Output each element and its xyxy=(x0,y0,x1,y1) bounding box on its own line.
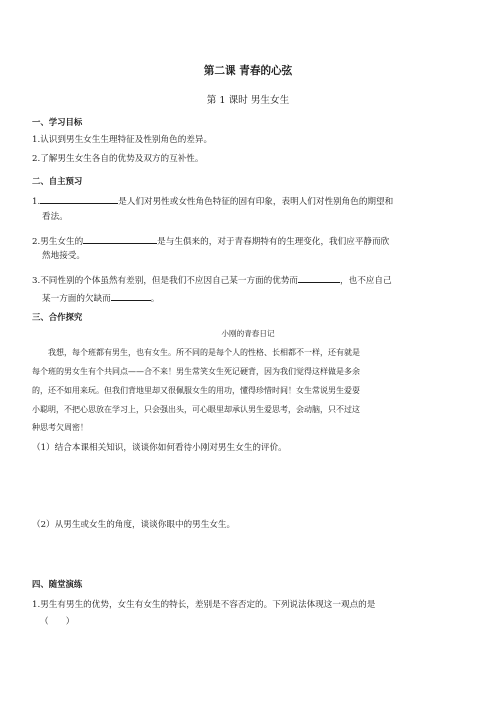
explore-question-2: （2）从男生或女生的角度，谈谈你眼中的男生女生。 xyxy=(32,520,236,530)
answer-bracket[interactable]: （ ） xyxy=(40,617,75,627)
practice-question-1: 1.男生有男生的优势，女生有女生的特长，差别是不容否定的。下列说法体现这一观点的是 xyxy=(32,600,376,610)
goal-item: 1.认识到男生女生生理特征及性别角色的差异。 xyxy=(32,135,213,145)
section-heading-preview: 二、自主预习 xyxy=(32,176,83,186)
question-end: 。 xyxy=(150,294,160,304)
preview-question-3-cont xyxy=(42,291,159,305)
question-continuation: 看法。 xyxy=(42,212,68,222)
story-line: 小聪明，不把心思放在学习上，只会强出头，可心眼里却承认男生爱思考，会动脑，只不过这 xyxy=(32,405,360,414)
story-line: 每个班的男女生有个共同点——合不来！男生常笑女生死记硬背，因为我们觉得这样做是多余 xyxy=(32,367,360,376)
question-text: 某一方面的欠缺而 xyxy=(42,294,111,304)
story-title: 小刚的青春日记 xyxy=(221,329,275,338)
explore-question-1: （1）结合本课相关知识，谈谈你如何看待小刚对男生女生的评价。 xyxy=(32,443,287,453)
question-prefix: 2.男生女生的 xyxy=(32,237,84,247)
story-line: 的，还不如用来玩。但我们背地里却又很佩服女生的用功，懂得珍惜时间！女生常说男生爱耍 xyxy=(32,386,360,395)
story-line: 我想，每个班都有男生，也有女生。所不同的是每个人的性格、长相都不一样，还有就是 xyxy=(48,348,360,357)
answer-blank[interactable] xyxy=(40,194,118,204)
preview-question-2 xyxy=(32,234,389,248)
page-title: 第二课 青春的心弦 xyxy=(203,65,293,77)
question-text: 3.不同性别的个体虽然有差别，但是我们不应因自己某一方面的优势而 xyxy=(32,276,299,286)
answer-blank[interactable] xyxy=(298,273,340,283)
question-number: 1. xyxy=(32,197,41,207)
question-continuation: 然地接受。 xyxy=(42,251,85,261)
question-text-after: ，也不应自己 xyxy=(340,276,392,286)
question-text: 是人们对男性或女性角色特征的固有印象，表明人们对性别角色的期望和 xyxy=(118,197,394,207)
question-text: 是与生俱来的，对于青春期特有的生理变化，我们应平静而欣 xyxy=(157,237,390,247)
preview-question-1 xyxy=(32,194,393,208)
page-subtitle: 第 1 课时 男生女生 xyxy=(206,95,290,106)
answer-blank[interactable] xyxy=(83,234,157,244)
section-heading-goals: 一、学习目标 xyxy=(32,117,83,127)
goal-item: 2.了解男生女生各自的优势及双方的互补性。 xyxy=(32,154,204,164)
preview-question-3 xyxy=(32,273,392,287)
answer-blank[interactable] xyxy=(111,291,151,301)
section-heading-practice: 四、随堂演练 xyxy=(32,579,83,589)
story-line: 种思考欠周密！ xyxy=(32,423,88,432)
section-heading-explore: 三、合作探究 xyxy=(32,312,83,322)
